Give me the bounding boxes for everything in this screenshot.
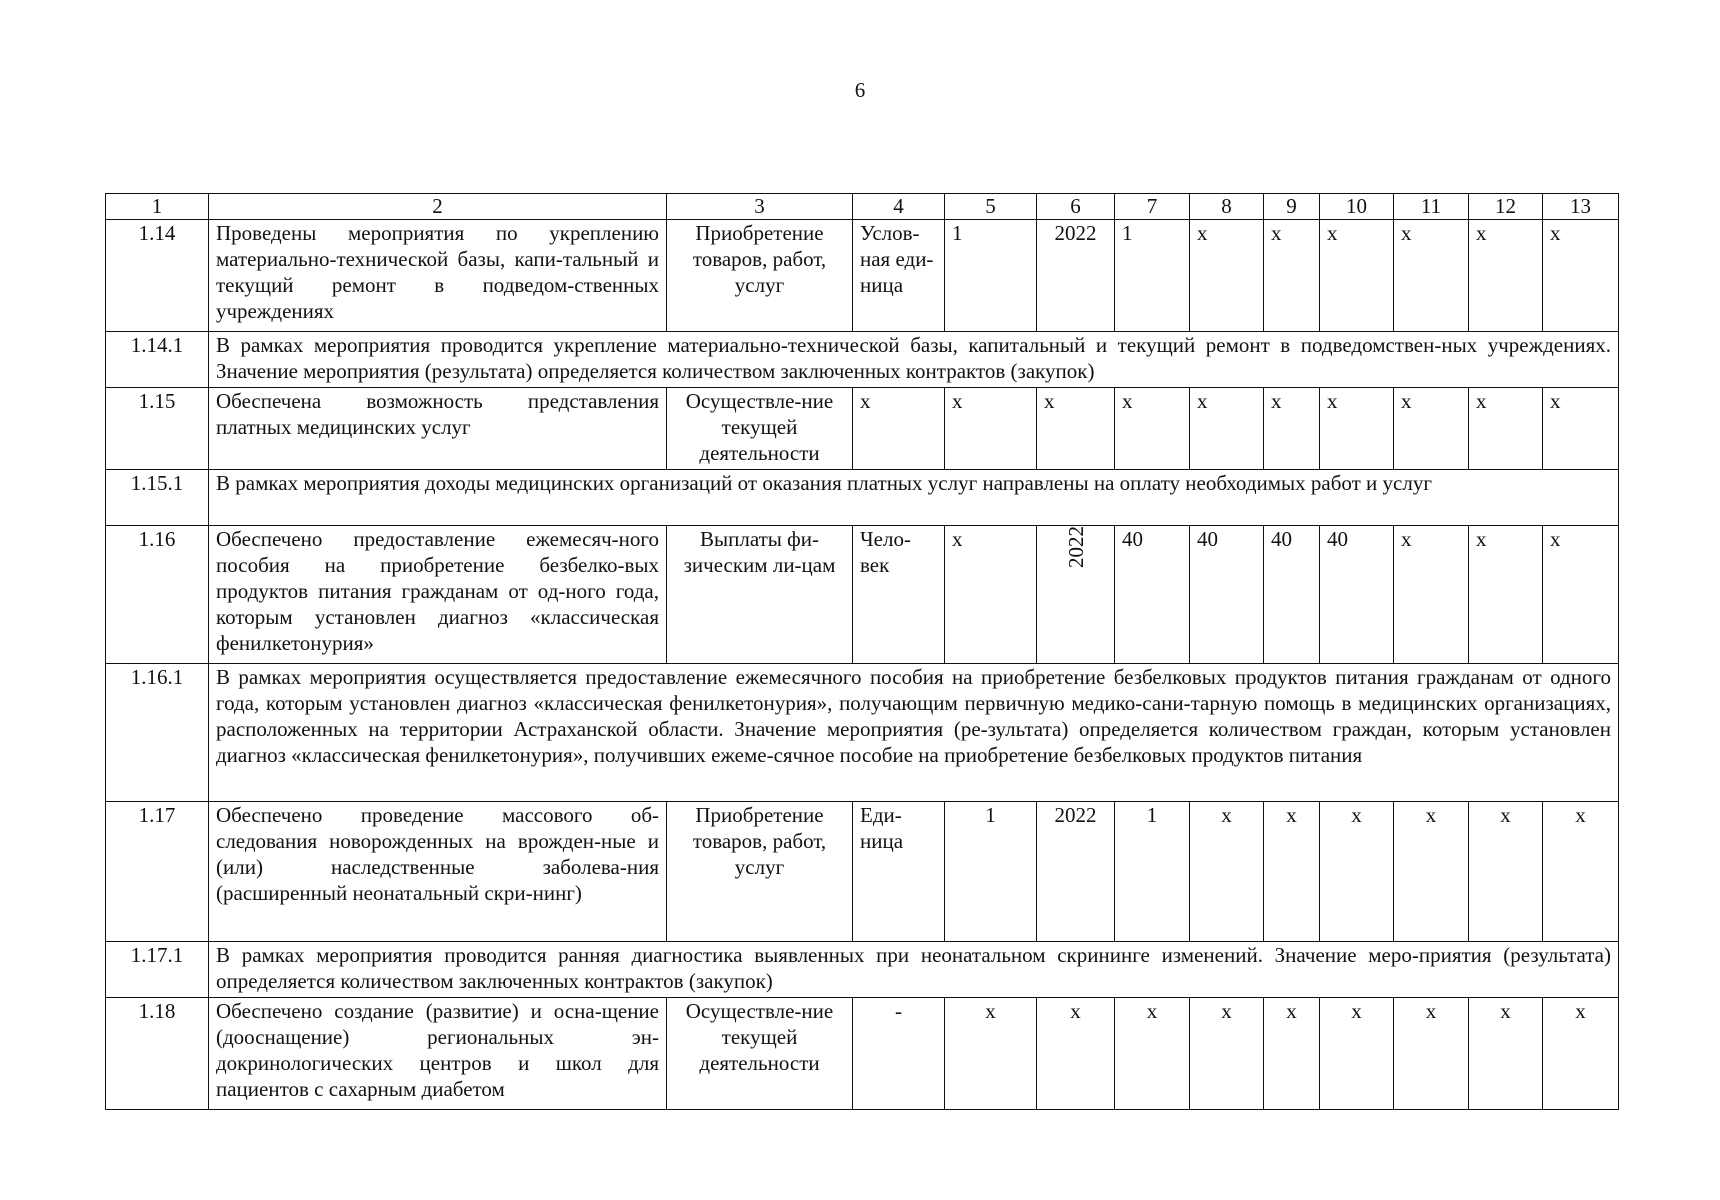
table-row xyxy=(106,470,1619,526)
value-cell: x xyxy=(1264,220,1320,332)
value-cell: x xyxy=(1394,802,1469,942)
table-row xyxy=(106,526,1619,664)
value-cell: x xyxy=(1394,526,1469,664)
value-cell: x xyxy=(945,998,1037,1110)
header-row xyxy=(106,194,1619,220)
measure-name: Обеспечено проведение массового об-следования новорожденных на врожден-ные и (или) наследственные заболева-ния (расширенный неонатальный скри-нинг) xyxy=(209,802,667,942)
value-cell: 40 xyxy=(1264,526,1320,664)
measure-unit: Услов-ная еди-ница xyxy=(853,220,945,332)
value-cell: x xyxy=(1037,998,1115,1110)
value-cell: x xyxy=(1190,998,1264,1110)
value-cell: x xyxy=(1264,802,1320,942)
value-cell: 1 xyxy=(1115,220,1190,332)
value-cell: 1 xyxy=(945,802,1037,942)
value-cell: x xyxy=(1469,388,1543,470)
column-header: 13 xyxy=(1543,194,1619,220)
measure-unit: Чело-век xyxy=(853,526,945,664)
column-header: 8 xyxy=(1190,194,1264,220)
page-number: 6 xyxy=(854,78,866,102)
value-cell: x xyxy=(1115,998,1190,1110)
table-row xyxy=(106,942,1619,998)
value-cell: 1 xyxy=(945,220,1037,332)
value-cell: x xyxy=(1394,220,1469,332)
value-cell: x xyxy=(1037,388,1115,470)
value-cell: x xyxy=(1543,526,1619,664)
row-number: 1.16.1 xyxy=(106,664,209,802)
value-cell: 1 xyxy=(1115,802,1190,942)
column-header: 9 xyxy=(1264,194,1320,220)
column-header: 4 xyxy=(853,194,945,220)
value-cell: x xyxy=(1469,998,1543,1110)
measure-type: Выплаты фи-зическим ли-цам xyxy=(667,526,853,664)
value-cell: x xyxy=(1543,802,1619,942)
row-number: 1.16 xyxy=(106,526,209,664)
value-cell: x xyxy=(1320,802,1394,942)
value-cell: x xyxy=(1115,388,1190,470)
column-header: 12 xyxy=(1469,194,1543,220)
value-cell: 40 xyxy=(1320,526,1394,664)
value-cell: x xyxy=(1190,802,1264,942)
value-cell: x xyxy=(1320,998,1394,1110)
measure-description: В рамках мероприятия доходы медицинских организаций от оказания платных услуг направлены на оплату необходимых работ и услуг xyxy=(209,470,1619,526)
column-header: 6 xyxy=(1037,194,1115,220)
value-cell-vertical xyxy=(1037,526,1115,664)
table-row xyxy=(106,388,1619,470)
value-cell: x xyxy=(1394,998,1469,1110)
column-header: 5 xyxy=(945,194,1037,220)
table-row xyxy=(106,802,1619,942)
value-cell: x xyxy=(1264,998,1320,1110)
measure-type: Приобретение товаров, работ, услуг xyxy=(667,802,853,942)
measure-name: Обеспечено предоставление ежемесяч-ного пособия на приобретение безбелко-вых продуктов питания гражданам от од-ного года, которым установлен диагноз «классическая фенилкетонурия» xyxy=(209,526,667,664)
value-cell: x xyxy=(1190,220,1264,332)
measure-unit: Еди-ница xyxy=(853,802,945,942)
column-header: 2 xyxy=(209,194,667,220)
row-number: 1.18 xyxy=(106,998,209,1110)
measure-description: В рамках мероприятия осуществляется предоставление ежемесячного пособия на приобретение безбелковых продуктов питания гражданам от одного года, которым установлен диагноз «классическая фенилкетонурия», получающим первичную медико-сани-тарную помощь в медицинских организациях, расположенных на территории Астраханской области. Значение мероприятия (ре-зультата) определяется количеством граждан, которым установлен диагноз «классическая фенилкетонурия», получивших ежеме-сячное пособие на приобретение безбелковых продуктов питания xyxy=(209,664,1619,802)
row-number: 1.15 xyxy=(106,388,209,470)
column-header: 10 xyxy=(1320,194,1394,220)
measure-name: Обеспечено создание (развитие) и осна-щение (дооснащение) региональных эн-докринологических центров и школ для пациентов с сахарным диабетом xyxy=(209,998,667,1110)
value-cell: x xyxy=(1543,388,1619,470)
column-header: 3 xyxy=(667,194,853,220)
row-number: 1.15.1 xyxy=(106,470,209,526)
measures-table xyxy=(105,193,1619,1110)
value-cell: x xyxy=(1469,802,1543,942)
value-cell: x xyxy=(1543,220,1619,332)
value-cell: 40 xyxy=(1115,526,1190,664)
measure-name: Обеспечена возможность представления платных медицинских услуг xyxy=(209,388,667,470)
measure-description: В рамках мероприятия проводится укрепление материально-технической базы, капитальный и текущий ремонт в подведомствен-ных учреждениях. Значение мероприятия (результата) определяется количеством заключенных контрактов (закупок) xyxy=(209,332,1619,388)
value-cell: x xyxy=(1394,388,1469,470)
value-cell: 40 xyxy=(1190,526,1264,664)
value-cell: x xyxy=(1543,998,1619,1110)
table-row xyxy=(106,998,1619,1110)
column-header: 7 xyxy=(1115,194,1190,220)
value-cell: x xyxy=(1264,388,1320,470)
table-row xyxy=(106,332,1619,388)
value-cell: x xyxy=(1469,526,1543,664)
value-cell: x xyxy=(945,526,1037,664)
table-row xyxy=(106,664,1619,802)
measure-type: Осуществле-ние текущей деятельности xyxy=(667,388,853,470)
value-cell: x xyxy=(1190,388,1264,470)
measure-unit: x xyxy=(853,388,945,470)
value-cell: 2022 xyxy=(1037,802,1115,942)
value-cell: x xyxy=(1469,220,1543,332)
row-number: 1.17 xyxy=(106,802,209,942)
measure-name: Проведены мероприятия по укреплению материально-технической базы, капи-тальный и текущий ремонт в подведом-ственных учреждениях xyxy=(209,220,667,332)
row-number: 1.14 xyxy=(106,220,209,332)
measure-type: Приобретение товаров, работ, услуг xyxy=(667,220,853,332)
value-cell: 2022 xyxy=(1037,220,1115,332)
column-header: 11 xyxy=(1394,194,1469,220)
year-vertical-text: 2022 xyxy=(1063,526,1088,568)
row-number: 1.14.1 xyxy=(106,332,209,388)
measure-type: Осуществле-ние текущей деятельности xyxy=(667,998,853,1110)
value-cell: x xyxy=(945,388,1037,470)
value-cell: x xyxy=(1320,388,1394,470)
row-number: 1.17.1 xyxy=(106,942,209,998)
value-cell: x xyxy=(1320,220,1394,332)
measure-description: В рамках мероприятия проводится ранняя диагностика выявленных при неонатальном скрининге изменений. Значение меро-приятия (результата) определяется количеством заключенных контрактов (закупок) xyxy=(209,942,1619,998)
measure-unit: - xyxy=(853,998,945,1110)
column-header: 1 xyxy=(106,194,209,220)
table-row xyxy=(106,220,1619,332)
